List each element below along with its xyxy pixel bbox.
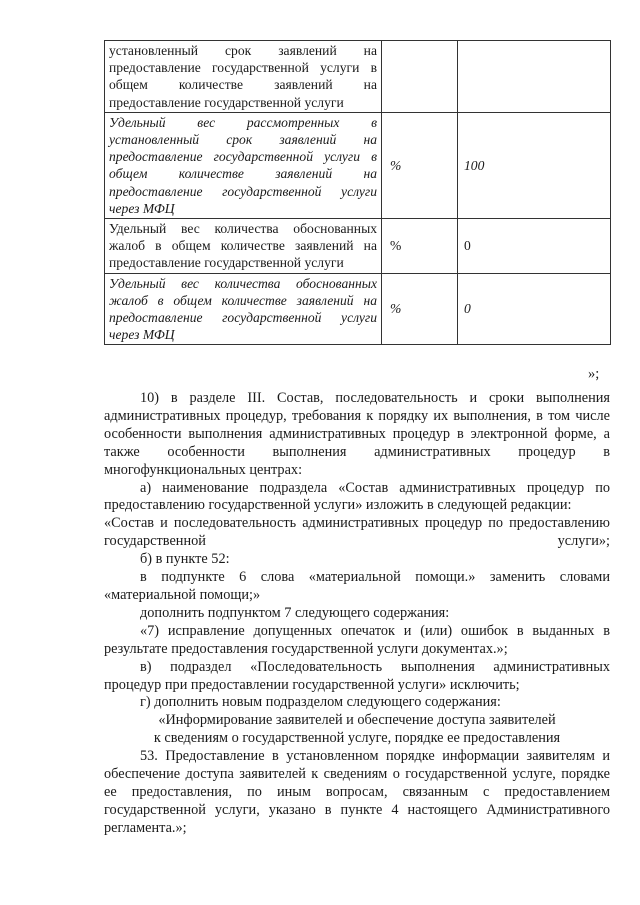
paragraph: 10) в разделе III. Состав, последовательность и сроки выполнения административных процедур, требования к порядку их выполнения, в том числе особенности выполнения административных процедур в электронной форме, а также особенности выполнения административных процедур в многофункциональных центрах: xyxy=(104,390,610,478)
paragraph: дополнить подпунктом 7 следующего содержания: xyxy=(140,604,450,621)
unit-cell: % xyxy=(382,112,458,218)
unit-cell: % xyxy=(382,219,458,274)
value-cell: 100 xyxy=(458,112,611,218)
paragraph: в подпункте 6 слова «материальной помощи.» заменить словами «материальной помощи;» xyxy=(104,569,610,603)
value-cell xyxy=(458,41,611,113)
paragraph: г) дополнить новым подразделом следующего содержания: xyxy=(140,694,501,711)
indicator-name: установленный срок заявлений на предоставление государственной услуги в общем количестве заявлений на предоставление государственной услуги xyxy=(105,41,382,113)
table-row xyxy=(105,273,611,345)
paragraph: «Состав и последовательность административных процедур по предоставлению государственной услуги»; xyxy=(104,515,610,550)
value-cell: 0 xyxy=(458,273,611,345)
subsection-heading-line: «Информирование заявителей и обеспечение доступа заявителей xyxy=(158,712,556,729)
paragraph: а) наименование подраздела «Состав административных процедур по предоставлению государственной услуги» изложить в следующей редакции: xyxy=(104,479,610,514)
table-row xyxy=(105,219,611,274)
table-row xyxy=(105,41,611,113)
table-row xyxy=(105,112,611,218)
closing-quote-mark: »; xyxy=(588,366,600,382)
paragraph: 53. Предоставление в установленном порядке информации заявителям и обеспечение доступа заявителей к сведениям о государственной услуге, порядке ее предоставления, по иным вопросам, связанным с предоставлением государственной услуги, указано в пункте 4 настоящего Административного регламента.»; xyxy=(104,748,610,836)
paragraph: б) в пункте 52: xyxy=(140,551,230,568)
document-body xyxy=(104,390,610,838)
paragraph: «7) исправление допущенных опечаток и (или) ошибок в выданных в результате предоставления государственной услуги документах.»; xyxy=(104,622,610,657)
indicators-table xyxy=(104,40,611,345)
indicator-name: Удельный вес количества обоснованных жалоб в общем количестве заявлений на предоставление государственной услуги xyxy=(105,219,382,274)
subsection-heading-line: к сведениям о государственной услуге, порядке ее предоставления xyxy=(153,730,561,747)
indicator-name: Удельный вес количества обоснованных жалоб в общем количестве заявлений на предоставление государственной услуги через МФЦ xyxy=(105,273,382,345)
paragraph: в) подраздел «Последовательность выполнения административных процедур при предоставлении государственной услуги» исключить; xyxy=(104,658,610,693)
indicator-name: Удельный вес рассмотренных в установленный срок заявлений на предоставление государственной услуги в общем количестве заявлений на предоставление государственной услуги через МФЦ xyxy=(105,112,382,218)
value-cell: 0 xyxy=(458,219,611,274)
unit-cell: % xyxy=(382,273,458,345)
unit-cell xyxy=(382,41,458,113)
